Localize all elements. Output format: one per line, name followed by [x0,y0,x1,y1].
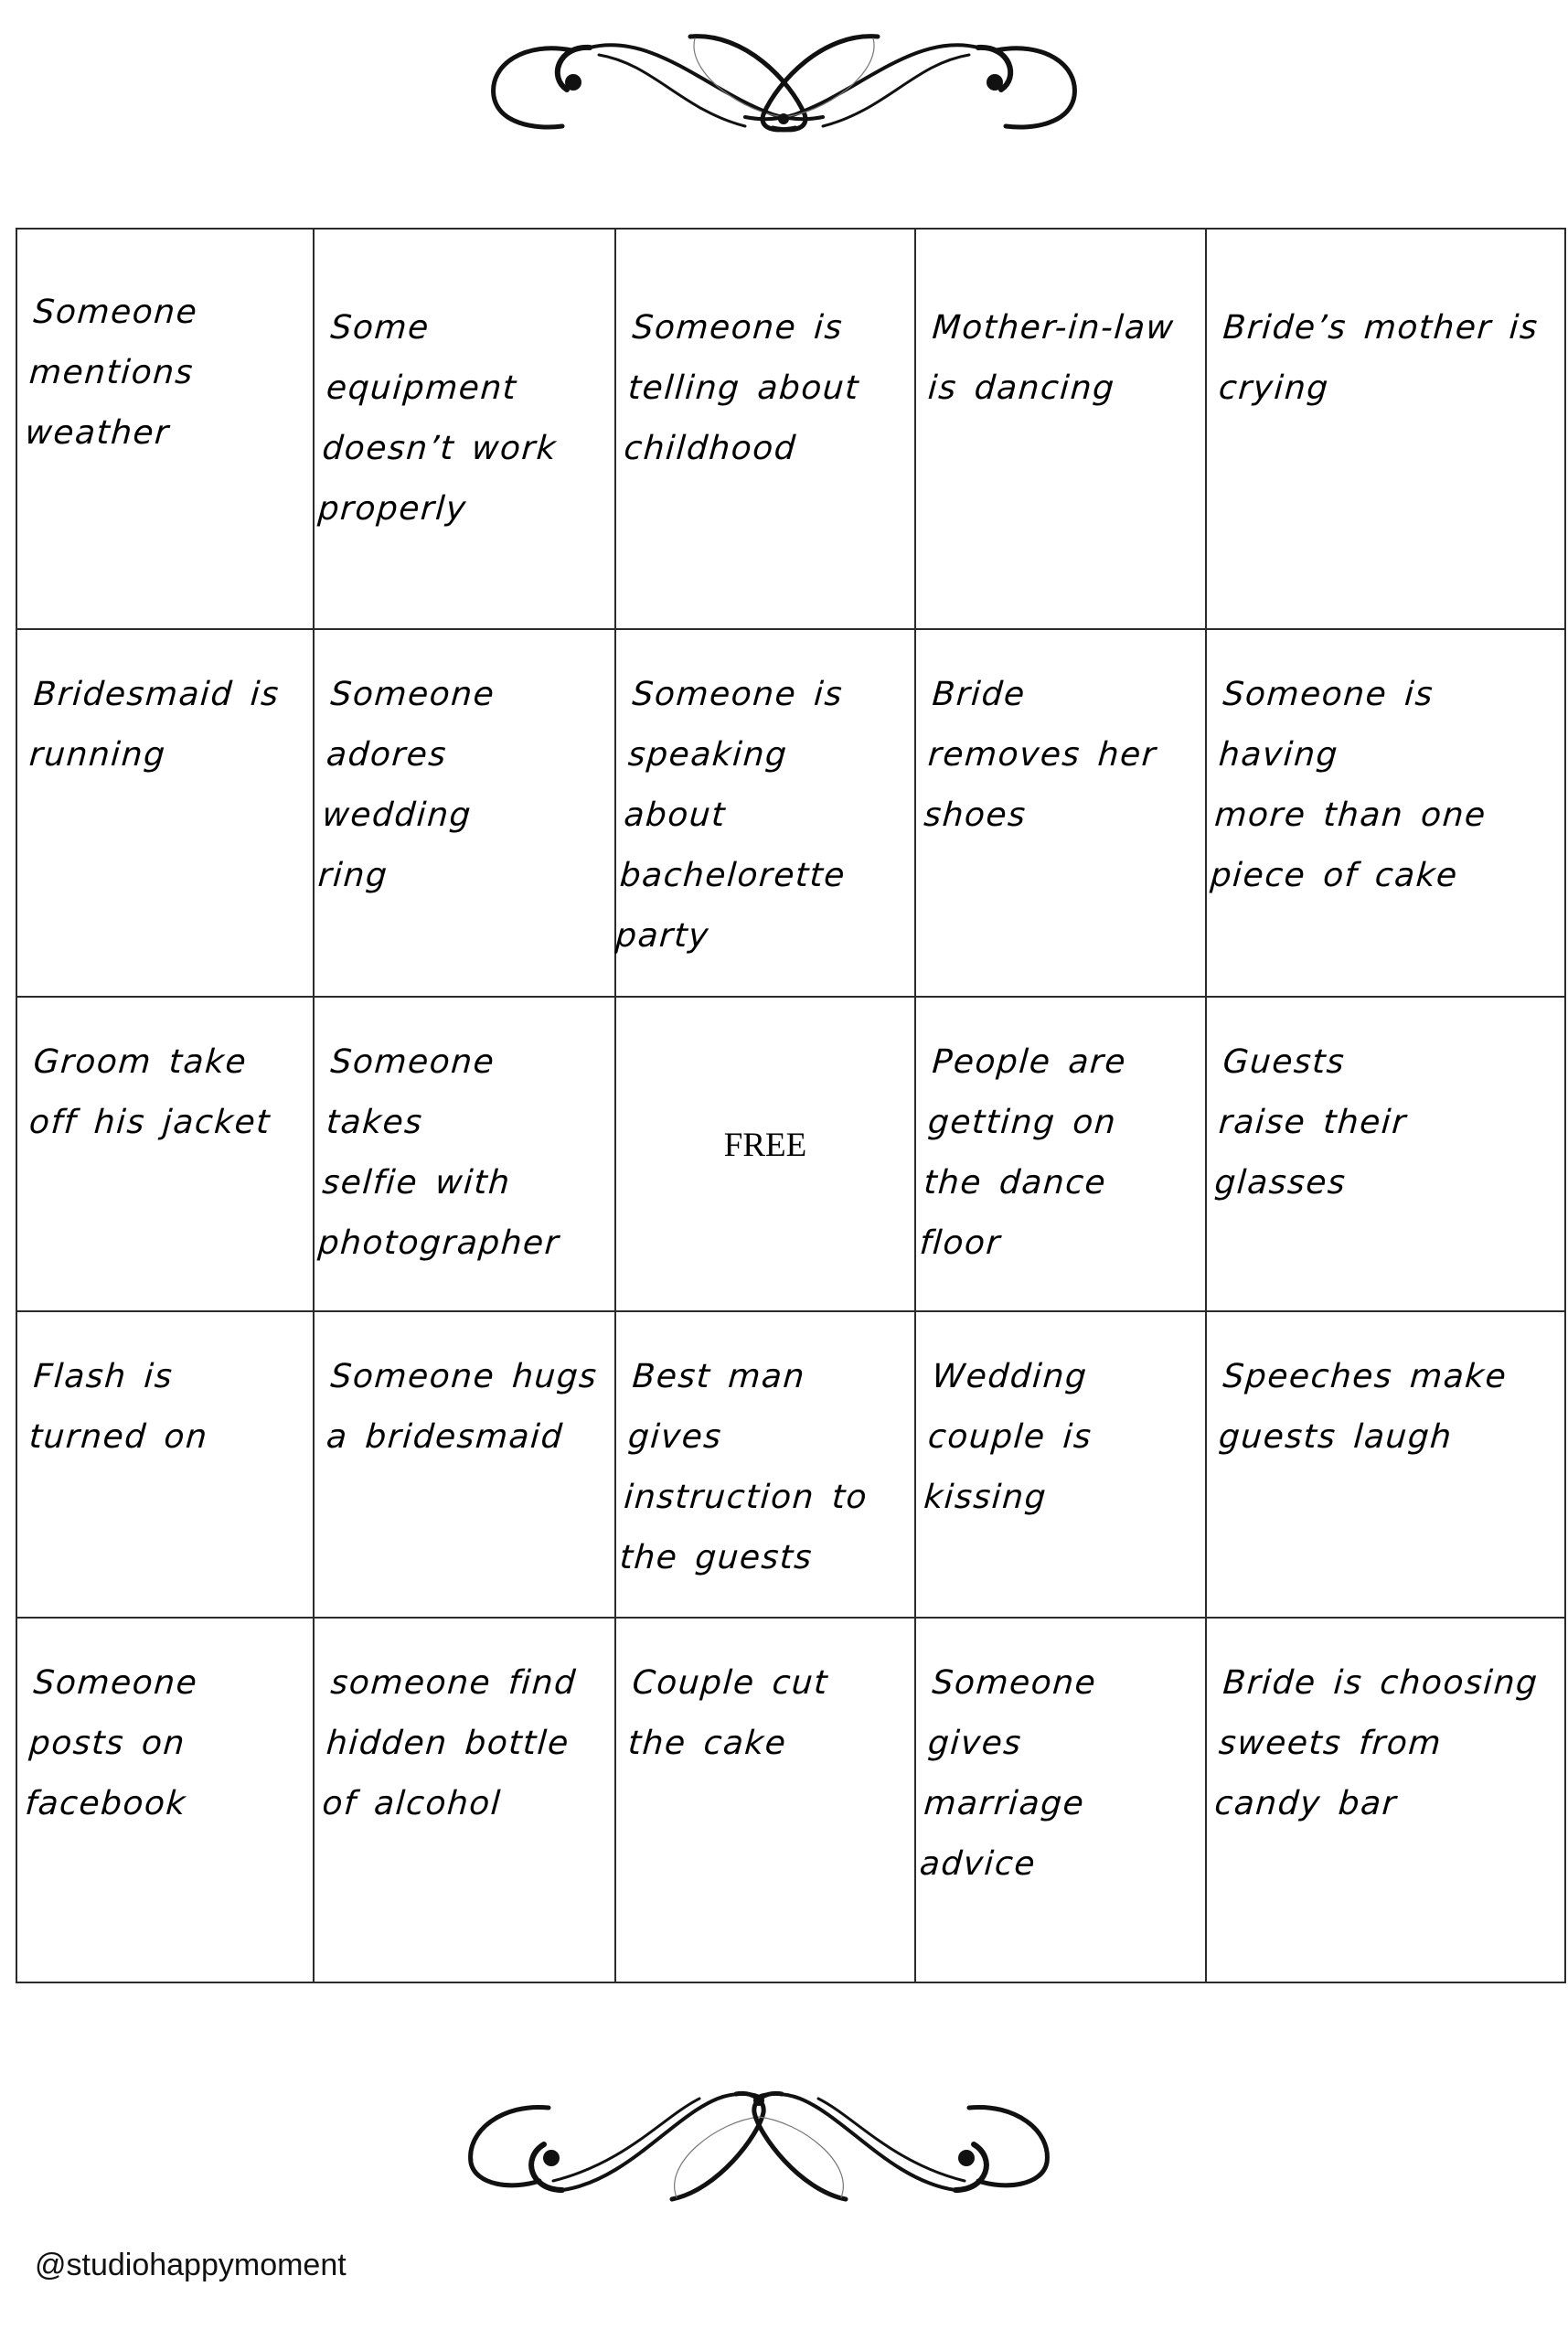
bottom-flourish-ornament [443,2053,1074,2208]
bingo-cell[interactable] [914,230,1205,628]
cell-text: Someone posts on facebook [24,1664,199,1822]
bingo-cell[interactable] [313,1619,614,1983]
cell-text: Flash is turned on [27,1358,209,1456]
bingo-cell[interactable] [17,1619,313,1983]
bingo-row-2 [17,628,1564,998]
cell-text: Best man gives instruction to the guests [618,1358,869,1576]
free-space-label: FREE [723,1127,807,1164]
bingo-cell[interactable] [1205,1619,1566,1983]
cell-text: Bridesmaid is running [27,676,282,774]
bingo-cell[interactable] [1205,998,1566,1312]
cell-text: Someone is telling about childhood [623,309,861,467]
cell-text: Mother-in-law is dancing [926,309,1176,407]
bingo-cell[interactable] [313,1312,614,1619]
bingo-cell[interactable] [614,230,914,628]
bingo-cell[interactable] [614,1619,914,1983]
bingo-cell[interactable] [17,998,313,1312]
bingo-card-grid [16,228,1566,1983]
bingo-cell[interactable] [914,1619,1205,1983]
bingo-cell[interactable] [614,1312,914,1619]
bingo-cell[interactable] [1205,630,1566,998]
bingo-cell[interactable] [914,998,1205,1312]
bingo-cell[interactable] [1205,1312,1566,1619]
cell-text: People are getting on the dance floor [918,1043,1128,1262]
top-flourish-ornament [471,27,1097,146]
bingo-cell[interactable] [17,1312,313,1619]
bingo-row-1 [17,230,1564,628]
flourish-icon [471,27,1097,146]
bingo-cell[interactable] [313,230,614,628]
bingo-row-5 [17,1617,1564,1983]
bingo-cell[interactable] [313,630,614,998]
cell-text: Someone hugs a bridesmaid [325,1358,599,1456]
bingo-cell[interactable] [1205,230,1566,628]
cell-text: Bride removes her shoes [923,676,1158,834]
flourish-icon [443,2053,1074,2208]
footer-social-handle: @studiohappymoment [35,2248,347,2282]
cell-text: Someone mentions weather [24,294,199,452]
cell-text: Couple cut the cake [626,1664,830,1762]
cell-text: Speeches make guests laugh [1217,1358,1509,1456]
bingo-cell-free[interactable] [614,998,914,1312]
bingo-cell[interactable] [17,230,313,628]
bingo-cell[interactable] [614,630,914,998]
cell-text: Bride is choosing sweets from candy bar [1213,1664,1540,1822]
cell-text: someone find hidden bottle of alcohol [321,1664,578,1822]
bingo-cell[interactable] [17,630,313,998]
bingo-cell[interactable] [313,998,614,1312]
cell-text: Someone takes selfie with photographer [316,1043,561,1262]
bingo-row-3 [17,996,1564,1312]
cell-text: Wedding couple is kissing [923,1358,1093,1516]
cell-text: Someone is having more than one piece of cake [1209,676,1488,894]
cell-text: Someone gives marriage advice [918,1664,1098,1883]
cell-text: Someone adores wedding ring [316,676,496,894]
cell-text: Some equipment doesn’t work properly [316,309,559,528]
cell-text: Bride’s mother is crying [1217,309,1540,407]
cell-text: Someone is speaking about bachelorette party [613,676,848,955]
bingo-cell[interactable] [914,1312,1205,1619]
bingo-cell[interactable] [914,630,1205,998]
cell-text: Groom take off his jacket [27,1043,272,1141]
cell-text: Guests raise their glasses [1213,1043,1409,1202]
bingo-row-4 [17,1310,1564,1619]
